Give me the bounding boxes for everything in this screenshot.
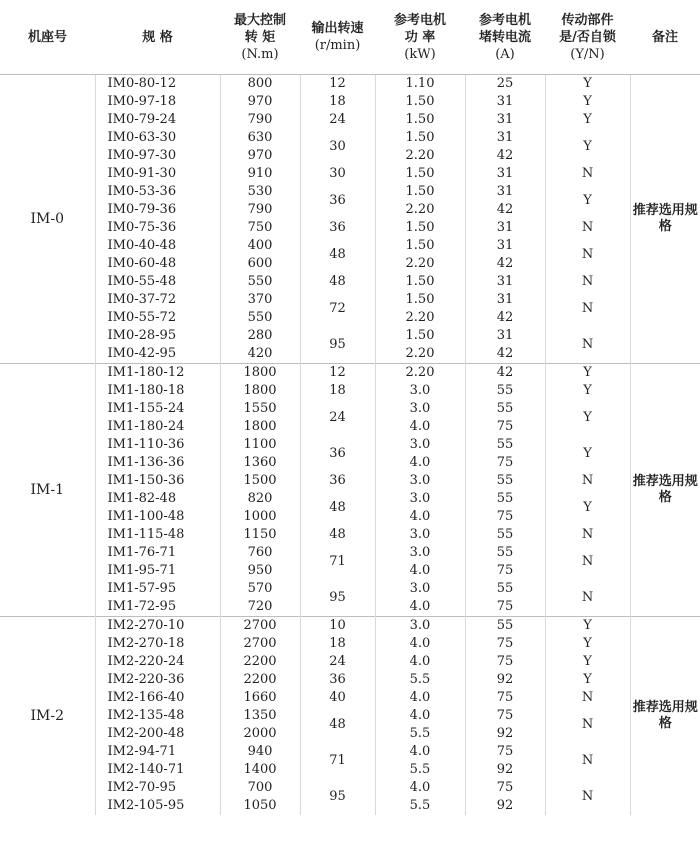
- speed-cell: 95: [300, 327, 375, 364]
- power-cell: 1.50: [375, 129, 465, 147]
- table-row: [0, 779, 700, 797]
- torque-cell: 1350: [220, 707, 300, 725]
- torque-cell: 1800: [220, 382, 300, 400]
- torque-cell: 1150: [220, 526, 300, 544]
- torque-cell: 1800: [220, 418, 300, 436]
- spec-cell: IM0-63-30: [95, 129, 220, 147]
- spec-cell: IM1-136-36: [95, 454, 220, 472]
- lock-cell: N: [545, 779, 630, 815]
- torque-cell: 910: [220, 165, 300, 183]
- speed-cell: 24: [300, 653, 375, 671]
- current-cell: 75: [465, 508, 545, 526]
- table-row: [0, 653, 700, 671]
- spec-cell: IM2-105-95: [95, 797, 220, 815]
- torque-cell: 630: [220, 129, 300, 147]
- current-cell: 92: [465, 797, 545, 815]
- current-cell: 92: [465, 761, 545, 779]
- current-cell: 31: [465, 219, 545, 237]
- lock-cell: N: [545, 707, 630, 743]
- power-cell: 5.5: [375, 671, 465, 689]
- table-row: [0, 111, 700, 129]
- torque-cell: 750: [220, 219, 300, 237]
- torque-cell: 1100: [220, 436, 300, 454]
- frame-cell: IM-2: [0, 617, 95, 816]
- speed-cell: 48: [300, 526, 375, 544]
- lock-cell: Y: [545, 93, 630, 111]
- current-cell: 25: [465, 75, 545, 94]
- current-cell: 31: [465, 111, 545, 129]
- current-cell: 55: [465, 436, 545, 454]
- spec-cell: IM1-180-24: [95, 418, 220, 436]
- spec-cell: IM0-97-30: [95, 147, 220, 165]
- torque-cell: 790: [220, 201, 300, 219]
- speed-cell: 36: [300, 183, 375, 219]
- lock-cell: N: [545, 689, 630, 707]
- spec-cell: IM2-270-18: [95, 635, 220, 653]
- spec-cell: IM1-72-95: [95, 598, 220, 617]
- table-row: [0, 400, 700, 418]
- spec-cell: IM0-79-36: [95, 201, 220, 219]
- speed-cell: 18: [300, 382, 375, 400]
- table-row: [0, 237, 700, 255]
- spec-cell: IM0-55-72: [95, 309, 220, 327]
- torque-cell: 1500: [220, 472, 300, 490]
- lock-cell: Y: [545, 635, 630, 653]
- speed-cell: 24: [300, 400, 375, 436]
- current-cell: 75: [465, 689, 545, 707]
- current-cell: 42: [465, 255, 545, 273]
- torque-cell: 420: [220, 345, 300, 364]
- table-row: [0, 743, 700, 761]
- speed-cell: 30: [300, 129, 375, 165]
- speed-cell: 48: [300, 490, 375, 526]
- power-cell: 4.0: [375, 689, 465, 707]
- current-cell: 42: [465, 201, 545, 219]
- spec-cell: IM0-55-48: [95, 273, 220, 291]
- torque-cell: 280: [220, 327, 300, 345]
- table-header: [0, 0, 700, 75]
- power-cell: 2.20: [375, 255, 465, 273]
- table-body: [0, 75, 700, 816]
- current-cell: 92: [465, 725, 545, 743]
- spec-cell: IM1-57-95: [95, 580, 220, 598]
- torque-cell: 820: [220, 490, 300, 508]
- header-frame: 机座号: [0, 0, 95, 75]
- spec-cell: IM1-82-48: [95, 490, 220, 508]
- current-cell: 75: [465, 418, 545, 436]
- torque-cell: 530: [220, 183, 300, 201]
- power-cell: 1.50: [375, 327, 465, 345]
- lock-cell: Y: [545, 653, 630, 671]
- current-cell: 75: [465, 779, 545, 797]
- torque-cell: 400: [220, 237, 300, 255]
- current-cell: 75: [465, 743, 545, 761]
- torque-cell: 800: [220, 75, 300, 94]
- speed-cell: 10: [300, 617, 375, 636]
- torque-cell: 700: [220, 779, 300, 797]
- torque-cell: 1050: [220, 797, 300, 815]
- torque-cell: 970: [220, 93, 300, 111]
- table-row: [0, 580, 700, 598]
- torque-cell: 760: [220, 544, 300, 562]
- spec-cell: IM1-180-18: [95, 382, 220, 400]
- current-cell: 75: [465, 598, 545, 617]
- spec-cell: IM2-135-48: [95, 707, 220, 725]
- power-cell: 4.0: [375, 635, 465, 653]
- power-cell: 1.50: [375, 111, 465, 129]
- speed-cell: 40: [300, 689, 375, 707]
- power-cell: 1.50: [375, 273, 465, 291]
- current-cell: 31: [465, 93, 545, 111]
- spec-cell: IM2-140-71: [95, 761, 220, 779]
- speed-cell: 71: [300, 544, 375, 580]
- table-row: [0, 635, 700, 653]
- power-cell: 3.0: [375, 472, 465, 490]
- current-cell: 55: [465, 580, 545, 598]
- header-torque: 最大控制 转 矩 (N.m): [220, 0, 300, 75]
- power-cell: 3.0: [375, 580, 465, 598]
- lock-cell: Y: [545, 436, 630, 472]
- current-cell: 75: [465, 562, 545, 580]
- power-cell: 1.10: [375, 75, 465, 94]
- header-current: 参考电机 堵转电流 (A): [465, 0, 545, 75]
- lock-cell: N: [545, 327, 630, 364]
- current-cell: 55: [465, 544, 545, 562]
- power-cell: 2.20: [375, 147, 465, 165]
- spec-cell: IM1-76-71: [95, 544, 220, 562]
- power-cell: 5.5: [375, 761, 465, 779]
- table-row: [0, 75, 700, 94]
- lock-cell: N: [545, 165, 630, 183]
- table-row: [0, 544, 700, 562]
- spec-cell: IM1-180-12: [95, 364, 220, 383]
- current-cell: 42: [465, 345, 545, 364]
- spec-cell: IM1-115-48: [95, 526, 220, 544]
- spec-cell: IM2-270-10: [95, 617, 220, 636]
- torque-cell: 550: [220, 273, 300, 291]
- lock-cell: Y: [545, 671, 630, 689]
- current-cell: 55: [465, 382, 545, 400]
- frame-cell: IM-0: [0, 75, 95, 364]
- power-cell: 1.50: [375, 93, 465, 111]
- lock-cell: Y: [545, 129, 630, 165]
- torque-cell: 970: [220, 147, 300, 165]
- spec-cell: IM0-40-48: [95, 237, 220, 255]
- table-row: [0, 707, 700, 725]
- speed-cell: 95: [300, 779, 375, 815]
- speed-cell: 30: [300, 165, 375, 183]
- table-row: [0, 490, 700, 508]
- power-cell: 3.0: [375, 490, 465, 508]
- spec-cell: IM0-53-36: [95, 183, 220, 201]
- torque-cell: 950: [220, 562, 300, 580]
- spec-cell: IM0-80-12: [95, 75, 220, 94]
- current-cell: 55: [465, 617, 545, 636]
- table-row: [0, 129, 700, 147]
- table-row: [0, 93, 700, 111]
- lock-cell: N: [545, 526, 630, 544]
- lock-cell: Y: [545, 183, 630, 219]
- current-cell: 55: [465, 526, 545, 544]
- power-cell: 2.20: [375, 309, 465, 327]
- current-cell: 75: [465, 707, 545, 725]
- power-cell: 1.50: [375, 183, 465, 201]
- current-cell: 42: [465, 309, 545, 327]
- power-cell: 4.0: [375, 598, 465, 617]
- spec-cell: IM1-155-24: [95, 400, 220, 418]
- power-cell: 3.0: [375, 544, 465, 562]
- speed-cell: 48: [300, 273, 375, 291]
- power-cell: 3.0: [375, 617, 465, 636]
- lock-cell: N: [545, 291, 630, 327]
- speed-cell: 18: [300, 93, 375, 111]
- spec-cell: IM0-91-30: [95, 165, 220, 183]
- lock-cell: Y: [545, 382, 630, 400]
- spec-cell: IM0-28-95: [95, 327, 220, 345]
- table-row: [0, 219, 700, 237]
- power-cell: 4.0: [375, 454, 465, 472]
- table-row: [0, 327, 700, 345]
- note-cell: 推荐选用规格: [630, 364, 700, 617]
- spec-cell: IM1-110-36: [95, 436, 220, 454]
- table-row: [0, 617, 700, 636]
- power-cell: 3.0: [375, 526, 465, 544]
- power-cell: 4.0: [375, 508, 465, 526]
- power-cell: 1.50: [375, 237, 465, 255]
- torque-cell: 550: [220, 309, 300, 327]
- spec-cell: IM2-94-71: [95, 743, 220, 761]
- speed-cell: 95: [300, 580, 375, 617]
- frame-cell: IM-1: [0, 364, 95, 617]
- header-note: 备注: [630, 0, 700, 75]
- torque-cell: 2700: [220, 617, 300, 636]
- header-lock: 传动部件 是/否自锁 (Y/N): [545, 0, 630, 75]
- speed-cell: 36: [300, 671, 375, 689]
- torque-cell: 2200: [220, 653, 300, 671]
- current-cell: 75: [465, 454, 545, 472]
- current-cell: 31: [465, 165, 545, 183]
- power-cell: 3.0: [375, 382, 465, 400]
- power-cell: 5.5: [375, 725, 465, 743]
- lock-cell: N: [545, 237, 630, 273]
- spec-cell: IM1-95-71: [95, 562, 220, 580]
- torque-cell: 2700: [220, 635, 300, 653]
- speed-cell: 48: [300, 707, 375, 743]
- speed-cell: 18: [300, 635, 375, 653]
- power-cell: 4.0: [375, 562, 465, 580]
- lock-cell: Y: [545, 617, 630, 636]
- torque-cell: 1360: [220, 454, 300, 472]
- power-cell: 1.50: [375, 291, 465, 309]
- spec-cell: IM1-150-36: [95, 472, 220, 490]
- lock-cell: N: [545, 219, 630, 237]
- power-cell: 4.0: [375, 707, 465, 725]
- speed-cell: 71: [300, 743, 375, 779]
- speed-cell: 12: [300, 75, 375, 94]
- lock-cell: N: [545, 544, 630, 580]
- table-row: [0, 165, 700, 183]
- lock-cell: Y: [545, 364, 630, 383]
- power-cell: 4.0: [375, 779, 465, 797]
- power-cell: 2.20: [375, 364, 465, 383]
- header-power: 参考电机 功 率 (kW): [375, 0, 465, 75]
- table-row: [0, 526, 700, 544]
- table-row: [0, 183, 700, 201]
- spec-cell: IM0-75-36: [95, 219, 220, 237]
- current-cell: 31: [465, 237, 545, 255]
- spec-cell: IM2-200-48: [95, 725, 220, 743]
- note-cell: 推荐选用规格: [630, 75, 700, 364]
- power-cell: 5.5: [375, 797, 465, 815]
- power-cell: 2.20: [375, 345, 465, 364]
- spec-cell: IM2-166-40: [95, 689, 220, 707]
- lock-cell: Y: [545, 75, 630, 94]
- current-cell: 75: [465, 635, 545, 653]
- torque-cell: 2200: [220, 671, 300, 689]
- torque-cell: 790: [220, 111, 300, 129]
- note-cell: 推荐选用规格: [630, 617, 700, 816]
- spec-cell: IM2-70-95: [95, 779, 220, 797]
- torque-cell: 570: [220, 580, 300, 598]
- table-row: [0, 689, 700, 707]
- speed-cell: 36: [300, 472, 375, 490]
- spec-cell: IM2-220-36: [95, 671, 220, 689]
- current-cell: 31: [465, 327, 545, 345]
- spec-cell: IM1-100-48: [95, 508, 220, 526]
- lock-cell: N: [545, 273, 630, 291]
- torque-cell: 1660: [220, 689, 300, 707]
- torque-cell: 1800: [220, 364, 300, 383]
- lock-cell: Y: [545, 111, 630, 129]
- speed-cell: 36: [300, 219, 375, 237]
- header-spec: 规 格: [95, 0, 220, 75]
- lock-cell: Y: [545, 400, 630, 436]
- lock-cell: N: [545, 743, 630, 779]
- header-speed: 输出转速 (r/min): [300, 0, 375, 75]
- torque-cell: 600: [220, 255, 300, 273]
- current-cell: 75: [465, 653, 545, 671]
- power-cell: 1.50: [375, 165, 465, 183]
- torque-cell: 720: [220, 598, 300, 617]
- spec-cell: IM0-79-24: [95, 111, 220, 129]
- speed-cell: 48: [300, 237, 375, 273]
- current-cell: 55: [465, 490, 545, 508]
- power-cell: 2.20: [375, 201, 465, 219]
- spec-cell: IM0-37-72: [95, 291, 220, 309]
- power-cell: 4.0: [375, 418, 465, 436]
- power-cell: 4.0: [375, 743, 465, 761]
- lock-cell: Y: [545, 490, 630, 526]
- current-cell: 42: [465, 147, 545, 165]
- speed-cell: 24: [300, 111, 375, 129]
- torque-cell: 370: [220, 291, 300, 309]
- torque-cell: 1000: [220, 508, 300, 526]
- table-row: [0, 273, 700, 291]
- current-cell: 31: [465, 291, 545, 309]
- current-cell: 31: [465, 273, 545, 291]
- table-row: [0, 671, 700, 689]
- spec-cell: IM0-97-18: [95, 93, 220, 111]
- power-cell: 1.50: [375, 219, 465, 237]
- current-cell: 92: [465, 671, 545, 689]
- table-row: [0, 436, 700, 454]
- torque-cell: 1400: [220, 761, 300, 779]
- speed-cell: 12: [300, 364, 375, 383]
- spec-cell: IM0-60-48: [95, 255, 220, 273]
- table-row: [0, 472, 700, 490]
- table-row: [0, 291, 700, 309]
- torque-cell: 2000: [220, 725, 300, 743]
- torque-cell: 1550: [220, 400, 300, 418]
- torque-cell: 940: [220, 743, 300, 761]
- lock-cell: N: [545, 580, 630, 617]
- power-cell: 3.0: [375, 436, 465, 454]
- spec-cell: IM0-42-95: [95, 345, 220, 364]
- current-cell: 31: [465, 183, 545, 201]
- current-cell: 55: [465, 400, 545, 418]
- spec-cell: IM2-220-24: [95, 653, 220, 671]
- table-row: [0, 382, 700, 400]
- current-cell: 42: [465, 364, 545, 383]
- table-row: [0, 364, 700, 383]
- speed-cell: 36: [300, 436, 375, 472]
- speed-cell: 72: [300, 291, 375, 327]
- current-cell: 31: [465, 129, 545, 147]
- power-cell: 4.0: [375, 653, 465, 671]
- current-cell: 55: [465, 472, 545, 490]
- power-cell: 3.0: [375, 400, 465, 418]
- lock-cell: N: [545, 472, 630, 490]
